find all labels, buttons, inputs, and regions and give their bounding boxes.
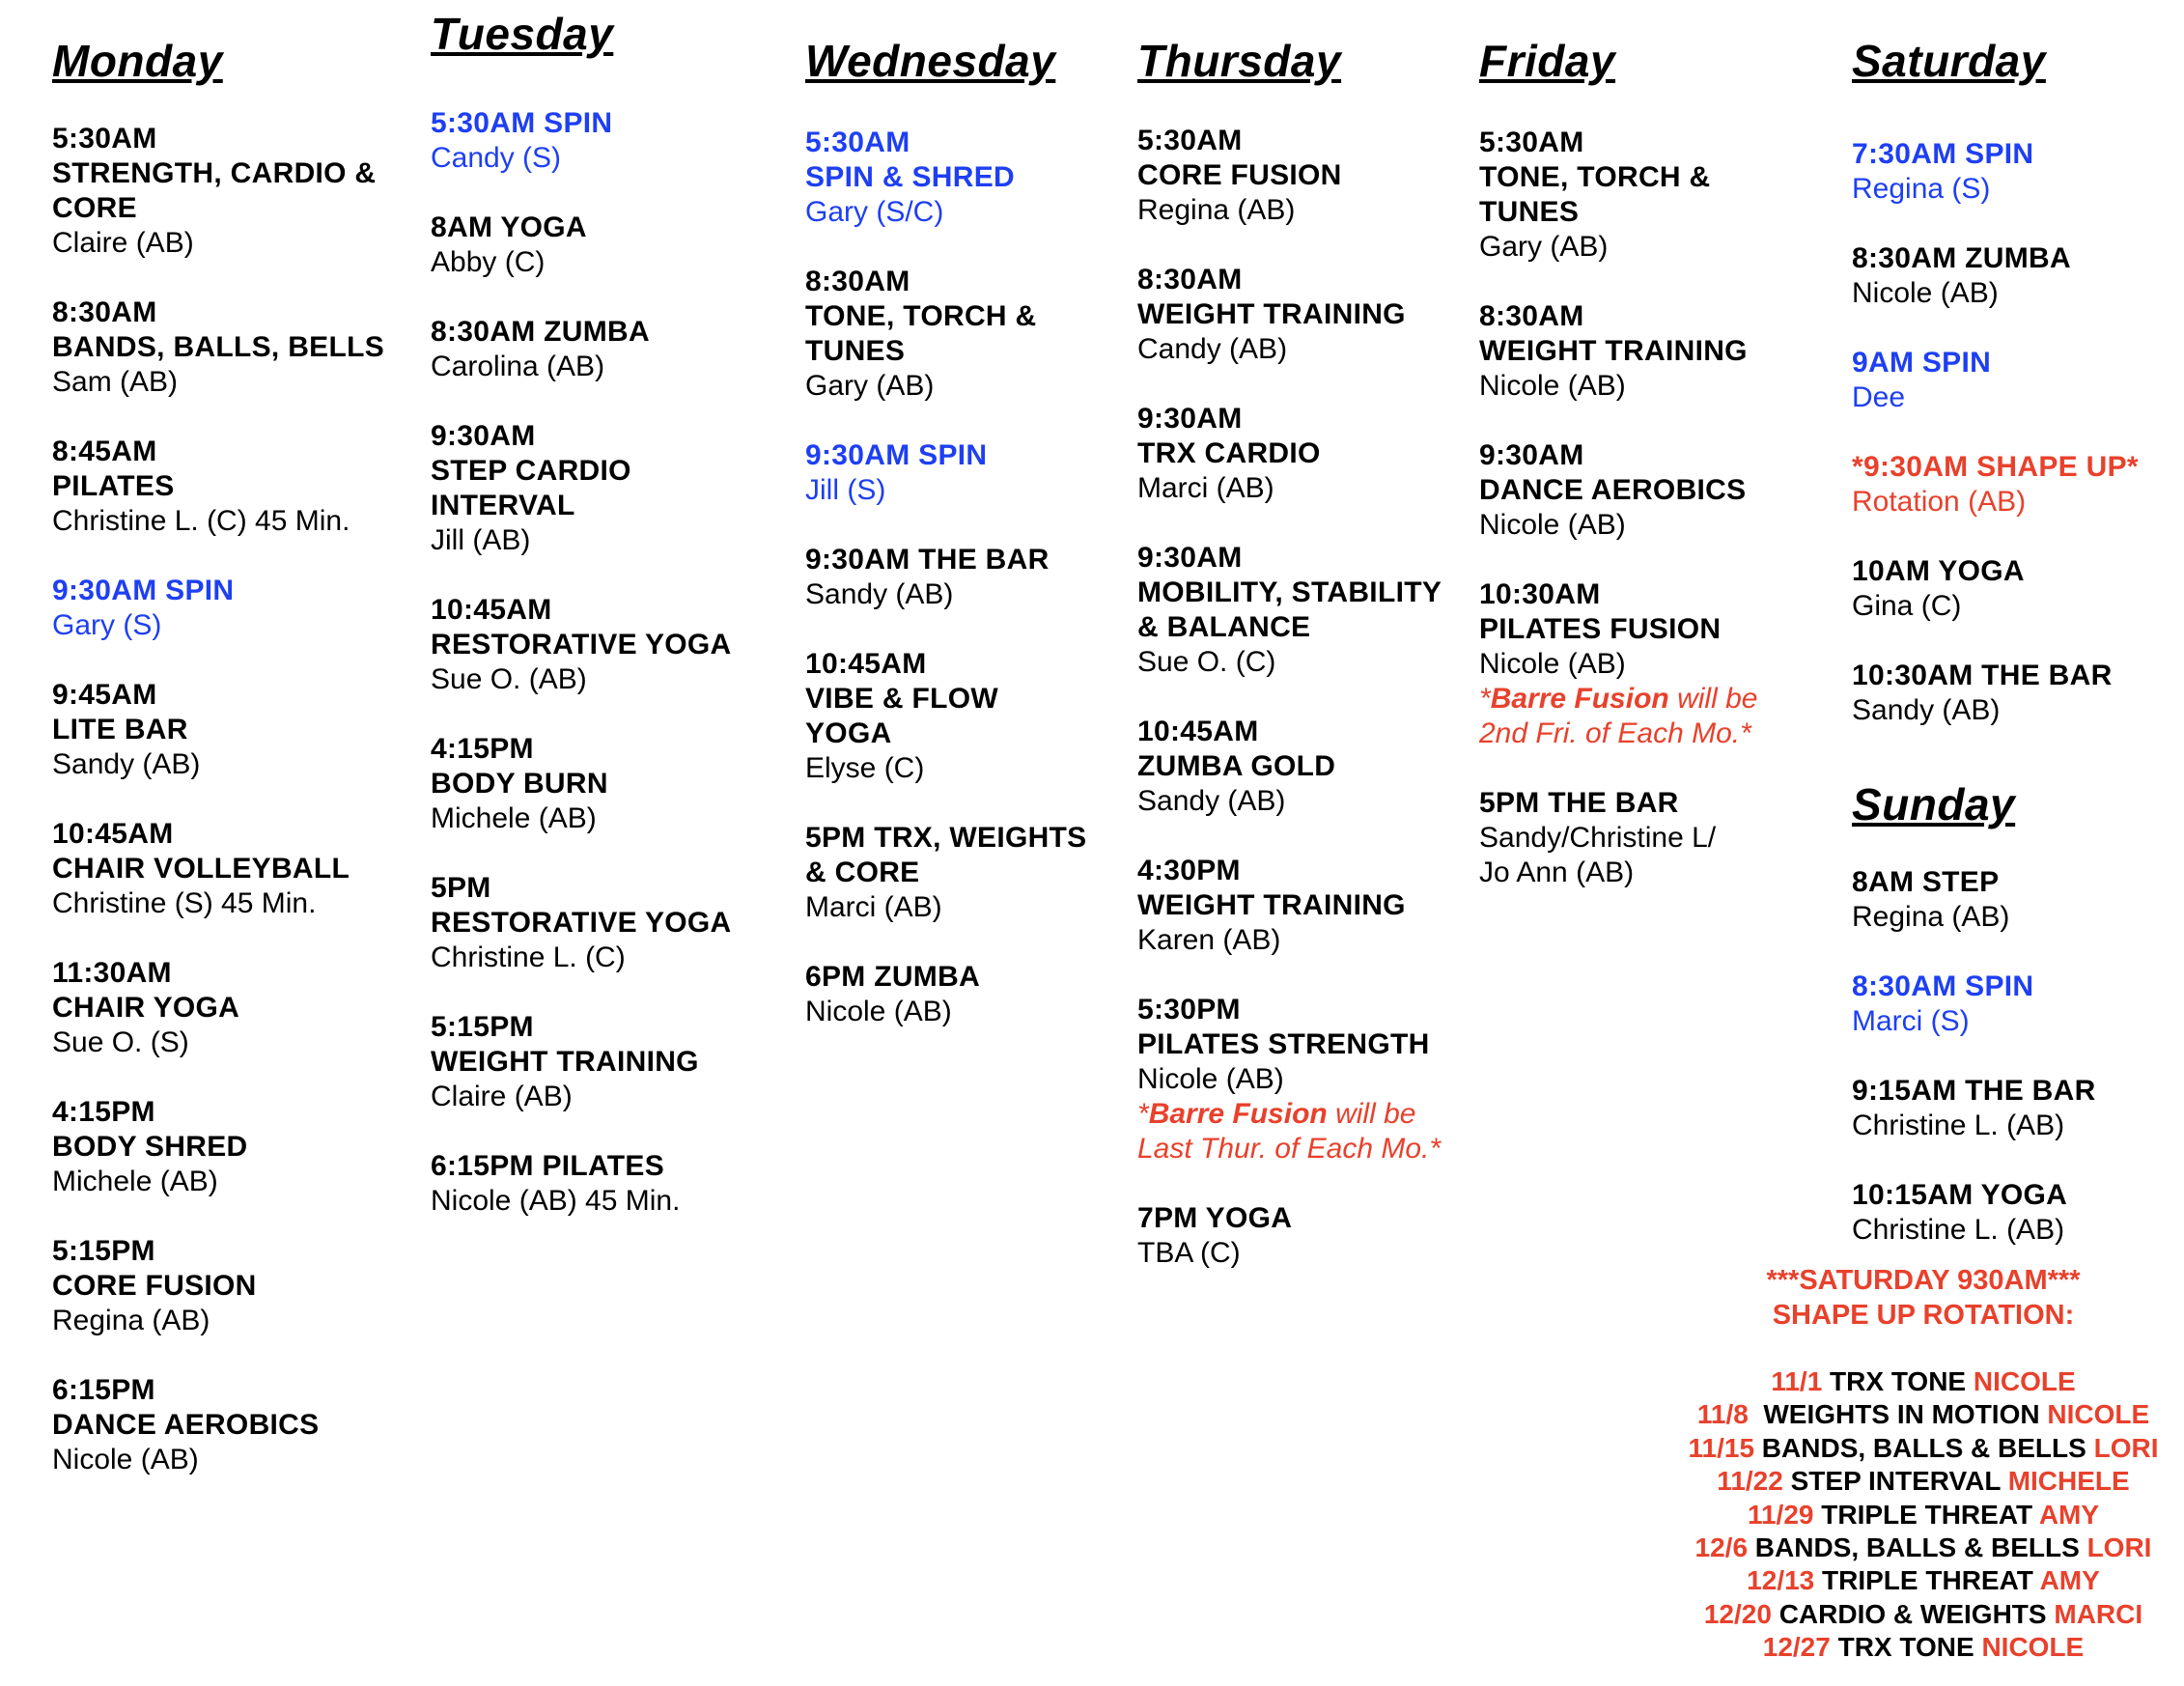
class-entry [431,106,798,176]
class-time: 6:15PM PILATES [431,1150,665,1182]
class-entry [1852,137,2170,207]
class-instructor: Nicole (AB) [1852,277,1999,309]
rotation-class: BANDS, BALLS & BELLS [1754,1432,2094,1463]
class-time: 9:30AM THE BAR [805,544,1050,576]
class-instructor: Sandy (AB) [1852,694,2001,726]
class-instructor: TBA (C) [1137,1237,1241,1269]
class-time: 10:30AM THE BAR [1852,660,2113,691]
class-name: CHAIR VOLLEYBALL [52,853,350,885]
class-name: BANDS, BALLS, BELLS [52,331,385,363]
note-text: will be [1327,1098,1416,1130]
rotation-class: STEP INTERVAL [1782,1466,2008,1497]
class-list-monday [52,122,419,1477]
class-entry [431,315,798,384]
rotation-heading-line2: SHAPE UP ROTATION: [1772,1300,2075,1331]
class-name: CORE FUSION [52,1270,257,1302]
class-time: 6PM ZUMBA [805,961,981,993]
class-instructor: Nicole (AB) [805,996,952,1027]
class-name: SPIN & SHRED [805,161,1015,193]
class-note-line2: Last Thur. of Each Mo.* [1137,1133,1442,1165]
class-time: 9:30AM [431,420,536,452]
class-entry [1852,659,2170,728]
class-time: 8:30AM ZUMBA [431,316,650,348]
class-entry [805,960,1134,1029]
class-instructor: Candy (S) [431,142,562,174]
class-entry [1137,541,1466,680]
class-entry [1137,263,1466,367]
column-friday [1479,36,1807,925]
class-time: 8:30AM ZUMBA [1852,242,2071,274]
class-name: PILATES [52,470,175,502]
column-sunday [1852,779,2170,1282]
class-entry [1479,438,1807,543]
rotation-date: 11/8 [1696,1399,1749,1430]
class-entry [1852,865,2170,935]
class-name: TRX CARDIO [1137,437,1321,469]
class-name: CORE FUSION [1137,159,1342,191]
class-entry [1137,715,1466,819]
class-entry [431,419,798,558]
class-instructor: Sam (AB) [52,366,179,398]
class-entry [1852,346,2170,415]
class-instructor: Michele (AB) [52,1166,218,1197]
class-entry [52,295,419,400]
rotation-instructor: MARCI [2054,1598,2143,1629]
class-entry [1479,299,1807,404]
class-entry [1479,786,1807,890]
column-monday [52,36,419,1512]
class-time: 9:30AM SPIN [805,439,988,471]
class-name: DANCE AEROBICS [52,1409,320,1441]
day-heading-saturday: Saturday [1852,36,2046,86]
class-time: 10:45AM [52,818,174,850]
class-entry [52,1095,419,1199]
class-entry [805,821,1134,925]
class-time: 10:45AM [431,594,552,626]
day-heading-friday: Friday [1479,36,1616,86]
class-instructor: Rotation (AB) [1852,486,2027,518]
rotation-entry [1653,1598,2184,1631]
rotation-entry [1653,1432,2184,1465]
class-time: 5:15PM [431,1011,534,1043]
class-instructor: Claire (AB) [52,227,194,259]
class-entry [1852,969,2170,1039]
class-note [1137,1097,1466,1132]
class-entry [1852,1074,2170,1143]
class-time: 10:45AM [1137,716,1259,747]
class-instructor: Nicole (AB) [1137,1063,1284,1095]
class-time: 8AM STEP [1852,866,2000,898]
class-name: TUNES [805,335,906,367]
rotation-instructor: NICOLE [1973,1366,2076,1396]
class-entry [431,593,798,697]
class-time: 9:30AM SPIN [52,575,235,606]
class-instructor: Nicole (AB) [1479,370,1626,402]
class-name: WEIGHT TRAINING [431,1046,699,1078]
class-time: 11:30AM [52,957,172,989]
rotation-instructor: AMY [2038,1499,2100,1530]
class-entry [52,122,419,261]
class-time: 5:30AM [52,123,157,155]
class-name: MOBILITY, STABILITY [1137,576,1442,608]
class-time: 9:45AM [52,679,157,711]
class-time: 8:30AM [1137,264,1243,295]
class-instructor: Dee [1852,381,1906,413]
rotation-instructor: NICOLE [1981,1632,2085,1663]
rotation-instructor: AMY [2039,1565,2100,1596]
note-text: will be [1668,683,1758,715]
class-entry [1852,450,2170,520]
class-name: RESTORATIVE YOGA [431,629,732,660]
class-name: STRENGTH, CARDIO & [52,157,377,189]
class-entry [431,732,798,836]
class-instructor: Carolina (AB) [431,351,605,382]
class-entry [1479,126,1807,265]
rotation-date: 11/22 [1717,1466,1783,1497]
class-name: RESTORATIVE YOGA [431,907,732,939]
rotation-date: 12/27 [1762,1632,1831,1663]
rotation-class: TRIPLE THREAT [1813,1499,2039,1530]
rotation-entry [1653,1531,2184,1564]
class-time: 10:30AM [1479,578,1601,610]
rotation-instructor: LORI [2086,1532,2152,1563]
class-instructor: Sandy (AB) [805,578,954,610]
class-time: 9:30AM [1137,403,1243,435]
class-time: 8:30AM [1479,300,1584,332]
class-time: 8:45AM [52,436,157,467]
class-time: 7PM YOGA [1137,1202,1293,1234]
class-instructor: Marci (S) [1852,1005,1970,1037]
class-name: TONE, TORCH & [805,300,1037,332]
class-entry [1479,577,1807,751]
class-time: 8AM YOGA [431,211,587,243]
class-time: 10AM YOGA [1852,555,2025,587]
rotation-entry [1653,1465,2184,1498]
note-class-name: Barre Fusion [1490,683,1669,715]
class-instructor: Nicole (AB) 45 Min. [431,1185,681,1217]
class-entry [431,871,798,975]
class-instructor: Abby (C) [431,246,546,278]
class-name: LITE BAR [52,714,188,745]
class-entry [431,1149,798,1219]
class-instructor: Elyse (C) [805,752,925,784]
class-name: WEIGHT TRAINING [1137,298,1406,330]
class-time: 5:15PM [52,1235,155,1267]
class-instructor: Nicole (AB) [1479,509,1626,541]
class-time: 4:15PM [52,1096,155,1128]
class-instructor: Jill (AB) [431,524,531,556]
class-instructor: Sandy/Christine L/ [1479,822,1717,854]
class-instructor: Sandy (AB) [52,748,201,780]
class-name: INTERVAL [431,490,575,521]
class-time: 5:30AM [805,126,910,158]
class-name: & BALANCE [1137,611,1311,643]
class-instructor: Gary (AB) [805,370,935,402]
class-time: *9:30AM SHAPE UP* [1852,451,2139,483]
class-time: 5:30PM [1137,994,1241,1026]
class-instructor: Marci (AB) [1137,472,1274,504]
class-instructor: Gary (S/C) [805,196,944,228]
class-name: CHAIR YOGA [52,992,240,1024]
class-time: 10:45AM [805,648,927,680]
class-entry [805,543,1134,612]
rotation-entry [1653,1499,2184,1531]
class-note-line2: 2nd Fri. of Each Mo.* [1479,717,1751,749]
class-name: DANCE AEROBICS [1479,474,1747,506]
class-instructor: Michele (AB) [431,802,597,834]
class-name: TONE, TORCH & [1479,161,1711,193]
class-instructor: Christine L. (AB) [1852,1214,2065,1246]
class-entry [431,1010,798,1114]
class-entry [1852,1178,2170,1248]
class-instructor: Christine L. (C) [431,941,626,973]
class-instructor: Christine (S) 45 Min. [52,887,317,919]
rotation-class: BANDS, BALLS & BELLS [1748,1532,2087,1563]
day-heading-sunday: Sunday [1852,779,2016,829]
rotation-class: TRX TONE [1822,1366,1974,1396]
rotation-class: WEIGHTS IN MOTION [1748,1399,2048,1430]
class-entry [52,1234,419,1338]
class-entry [1137,993,1466,1166]
class-time: 9:30AM [1137,542,1243,574]
class-entry [52,1373,419,1477]
class-time: 8:30AM [805,266,910,297]
class-instructor: Sue O. (C) [1137,646,1276,678]
class-name: TUNES [1479,196,1580,228]
class-entry [805,438,1134,508]
class-time: 8:30AM SPIN [1852,970,2034,1002]
shape-up-rotation [1653,1263,2184,1665]
rotation-class: TRX TONE [1830,1632,1982,1663]
rotation-date: 11/15 [1688,1432,1755,1463]
class-instructor: Claire (AB) [431,1081,573,1112]
class-list-sunday [1852,865,2170,1248]
class-instructor: Jill (S) [805,474,886,506]
class-instructor: Nicole (AB) [52,1444,199,1475]
class-entry [431,211,798,280]
class-name: CORE [52,192,137,224]
class-name: PILATES STRENGTH [1137,1028,1430,1060]
class-instructor: Regina (AB) [1137,194,1296,226]
class-entry [1137,402,1466,506]
rotation-heading-line1: ***SATURDAY 930AM*** [1766,1265,2081,1296]
rotation-entry [1653,1631,2184,1664]
class-instructor: Christine L. (C) 45 Min. [52,505,350,537]
class-name: BODY SHRED [52,1131,248,1163]
class-time: 7:30AM SPIN [1852,138,2034,170]
class-time: 5:30AM [1479,126,1584,158]
class-time: 4:30PM [1137,855,1241,886]
class-entry [805,647,1134,786]
class-list-friday [1479,126,1807,890]
class-instructor: Sue O. (AB) [431,663,587,695]
class-name: WEIGHT TRAINING [1137,889,1406,921]
class-instructor: Candy (AB) [1137,333,1288,365]
note-prefix: * [1137,1098,1149,1130]
rotation-class: TRIPLE THREAT [1814,1565,2040,1596]
day-heading-wednesday: Wednesday [805,36,1056,86]
class-name: BODY BURN [431,768,608,800]
class-name: WEIGHT TRAINING [1479,335,1748,367]
class-entry [1852,241,2170,311]
class-list-wednesday [805,126,1134,1029]
class-list-tuesday [431,106,798,1219]
rotation-instructor: NICOLE [2047,1399,2150,1430]
class-time: 5PM THE BAR [1479,787,1679,819]
rotation-date: 12/20 [1703,1598,1772,1629]
class-time: 5PM [431,872,491,904]
day-heading-thursday: Thursday [1137,36,1342,86]
class-time: 5:30AM [1137,125,1243,156]
rotation-date: 12/6 [1694,1532,1749,1563]
class-instructor: Christine L. (AB) [1852,1110,2065,1141]
note-prefix: * [1479,683,1491,715]
rotation-entry [1653,1365,2184,1398]
rotation-entry [1653,1564,2184,1597]
class-list-thursday [1137,124,1466,1271]
class-entry [52,678,419,782]
class-time: 5PM TRX, WEIGHTS [805,822,1087,854]
class-instructor: Sue O. (S) [52,1026,189,1058]
day-heading-tuesday: Tuesday [431,9,614,59]
rotation-instructor: MICHELE [2007,1466,2130,1497]
note-class-name: Barre Fusion [1148,1098,1328,1130]
rotation-entry [1653,1398,2184,1431]
class-list-saturday [1852,137,2170,728]
class-instructor: Regina (AB) [1852,901,2010,933]
class-name: ZUMBA GOLD [1137,750,1336,782]
rotation-date: 11/29 [1747,1499,1814,1530]
class-entry [805,126,1134,230]
class-instructor: Gary (AB) [1479,231,1609,263]
class-name: STEP CARDIO [431,455,631,487]
class-entry [52,817,419,921]
class-instructor: Gina (C) [1852,590,1962,622]
class-instructor: Nicole (AB) [1479,648,1626,680]
class-instructor: Jo Ann (AB) [1479,857,1635,888]
column-thursday [1137,36,1466,1306]
class-entry [52,435,419,539]
class-time: 9:15AM THE BAR [1852,1075,2096,1107]
class-instructor: Regina (S) [1852,173,1991,205]
day-heading-monday: Monday [52,36,223,86]
rotation-date: 11/1 [1771,1366,1823,1396]
class-time: 9:30AM [1479,439,1584,471]
class-entry [1852,554,2170,624]
class-note [1479,682,1807,717]
class-entry [1137,854,1466,958]
class-entry [805,265,1134,404]
class-time: 6:15PM [52,1374,155,1406]
rotation-class: CARDIO & WEIGHTS [1771,1598,2055,1629]
class-time: 9AM SPIN [1852,347,1992,379]
column-tuesday [431,9,798,1253]
class-instructor: Marci (AB) [805,891,942,923]
class-name: PILATES FUSION [1479,613,1722,645]
class-time: 8:30AM [52,296,157,328]
class-instructor: Regina (AB) [52,1305,210,1336]
class-entry [52,574,419,643]
class-instructor: Gary (S) [52,609,162,641]
class-time: 5:30AM SPIN [431,107,613,139]
class-instructor: Sandy (AB) [1137,785,1286,817]
class-instructor: Karen (AB) [1137,924,1281,956]
rotation-date: 12/13 [1747,1565,1815,1596]
class-name: YOGA [805,717,892,749]
class-name: VIBE & FLOW [805,683,998,715]
column-wednesday [805,36,1134,1064]
rotation-list [1653,1365,2184,1665]
class-entry [1137,124,1466,228]
class-entry [52,956,419,1060]
class-entry [1137,1201,1466,1271]
class-name: & CORE [805,857,920,888]
column-saturday [1852,36,2170,763]
class-time: 10:15AM YOGA [1852,1179,2068,1211]
class-time: 4:15PM [431,733,534,765]
rotation-instructor: LORI [2093,1432,2159,1463]
